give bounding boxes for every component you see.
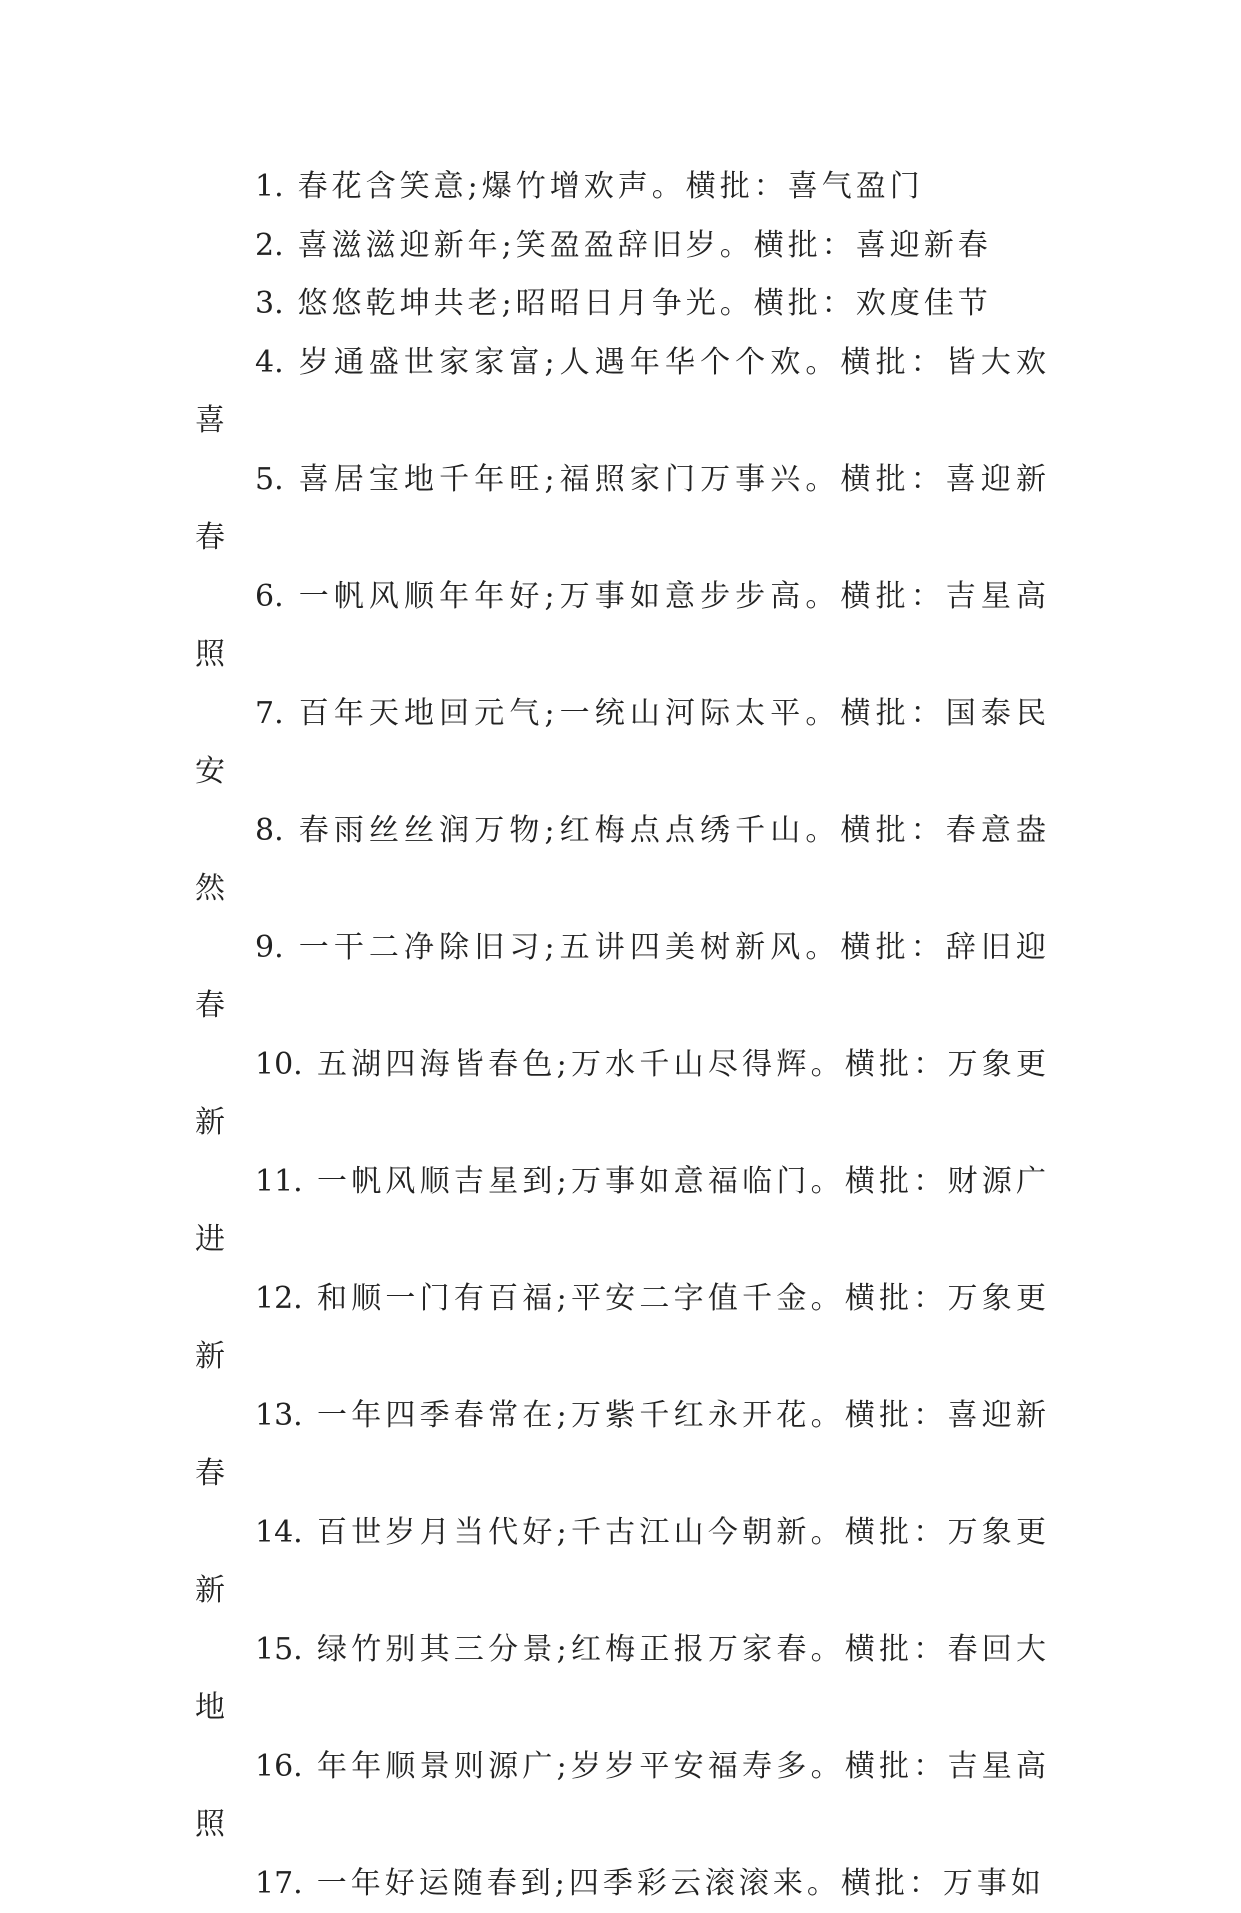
item-number: 17. [255, 1866, 303, 1901]
item-number: 14. [255, 1515, 303, 1550]
item-text: 五湖四海皆春色;万水千山尽得辉。横批：万象更新 [195, 1047, 1050, 1141]
list-item [195, 1855, 1050, 1913]
list-item [195, 919, 1050, 1036]
item-number: 10. [255, 1047, 303, 1082]
item-text: 百年天地回元气;一统山河际太平。横批：国泰民安 [195, 696, 1050, 790]
list-item [195, 158, 1050, 217]
item-number: 6. [255, 579, 284, 614]
item-number: 8. [255, 813, 284, 848]
list-item [195, 217, 1050, 276]
item-text: 百世岁月当代好;千古江山今朝新。横批：万象更新 [195, 1515, 1050, 1609]
item-text: 年年顺景则源广;岁岁平安福寿多。横批：吉星高照 [195, 1749, 1050, 1843]
item-text: 喜滋滋迎新年;笑盈盈辞旧岁。横批：喜迎新春 [298, 228, 992, 263]
item-text: 春花含笑意;爆竹增欢声。横批：喜气盈门 [298, 169, 924, 204]
item-number: 5. [255, 462, 284, 497]
item-text: 和顺一门有百福;平安二字值千金。横批：万象更新 [195, 1281, 1050, 1375]
item-number: 15. [255, 1632, 303, 1667]
item-number: 16. [255, 1749, 303, 1784]
item-text: 一年四季春常在;万紫千红永开花。横批：喜迎新春 [195, 1398, 1050, 1492]
item-text: 一帆风顺年年好;万事如意步步高。横批：吉星高照 [195, 579, 1050, 673]
item-number: 12. [255, 1281, 303, 1316]
item-number: 1. [255, 169, 284, 204]
item-number: 3. [255, 286, 284, 321]
list-item [195, 1621, 1050, 1738]
item-text: 一年好运随春到;四季彩云滚滚来。横批：万事如 [317, 1866, 1045, 1901]
list-item [195, 334, 1050, 451]
item-number: 13. [255, 1398, 303, 1433]
item-text: 一帆风顺吉星到;万事如意福临门。横批：财源广进 [195, 1164, 1050, 1258]
item-text: 一干二净除旧习;五讲四美树新风。横批：辞旧迎春 [195, 930, 1050, 1024]
list-item [195, 568, 1050, 685]
item-number: 2. [255, 228, 284, 263]
list-item [195, 451, 1050, 568]
list-item [195, 685, 1050, 802]
list-item [195, 1387, 1050, 1504]
list-item [195, 1270, 1050, 1387]
list-item [195, 1153, 1050, 1270]
list-item [195, 1036, 1050, 1153]
item-text: 绿竹别其三分景;红梅正报万家春。横批：春回大地 [195, 1632, 1050, 1726]
item-number: 9. [255, 930, 284, 965]
couplet-list [195, 158, 1050, 1913]
item-text: 春雨丝丝润万物;红梅点点绣千山。横批：春意盎然 [195, 813, 1050, 907]
item-text: 喜居宝地千年旺;福照家门万事兴。横批：喜迎新春 [195, 462, 1050, 556]
list-item [195, 1504, 1050, 1621]
item-text: 悠悠乾坤共老;昭昭日月争光。横批：欢度佳节 [298, 286, 992, 321]
list-item [195, 275, 1050, 334]
list-item [195, 802, 1050, 919]
item-number: 11. [255, 1164, 303, 1199]
list-item [195, 1738, 1050, 1855]
item-number: 4. [255, 345, 284, 380]
item-number: 7. [255, 696, 284, 731]
item-text: 岁通盛世家家富;人遇年华个个欢。横批：皆大欢喜 [195, 345, 1050, 439]
